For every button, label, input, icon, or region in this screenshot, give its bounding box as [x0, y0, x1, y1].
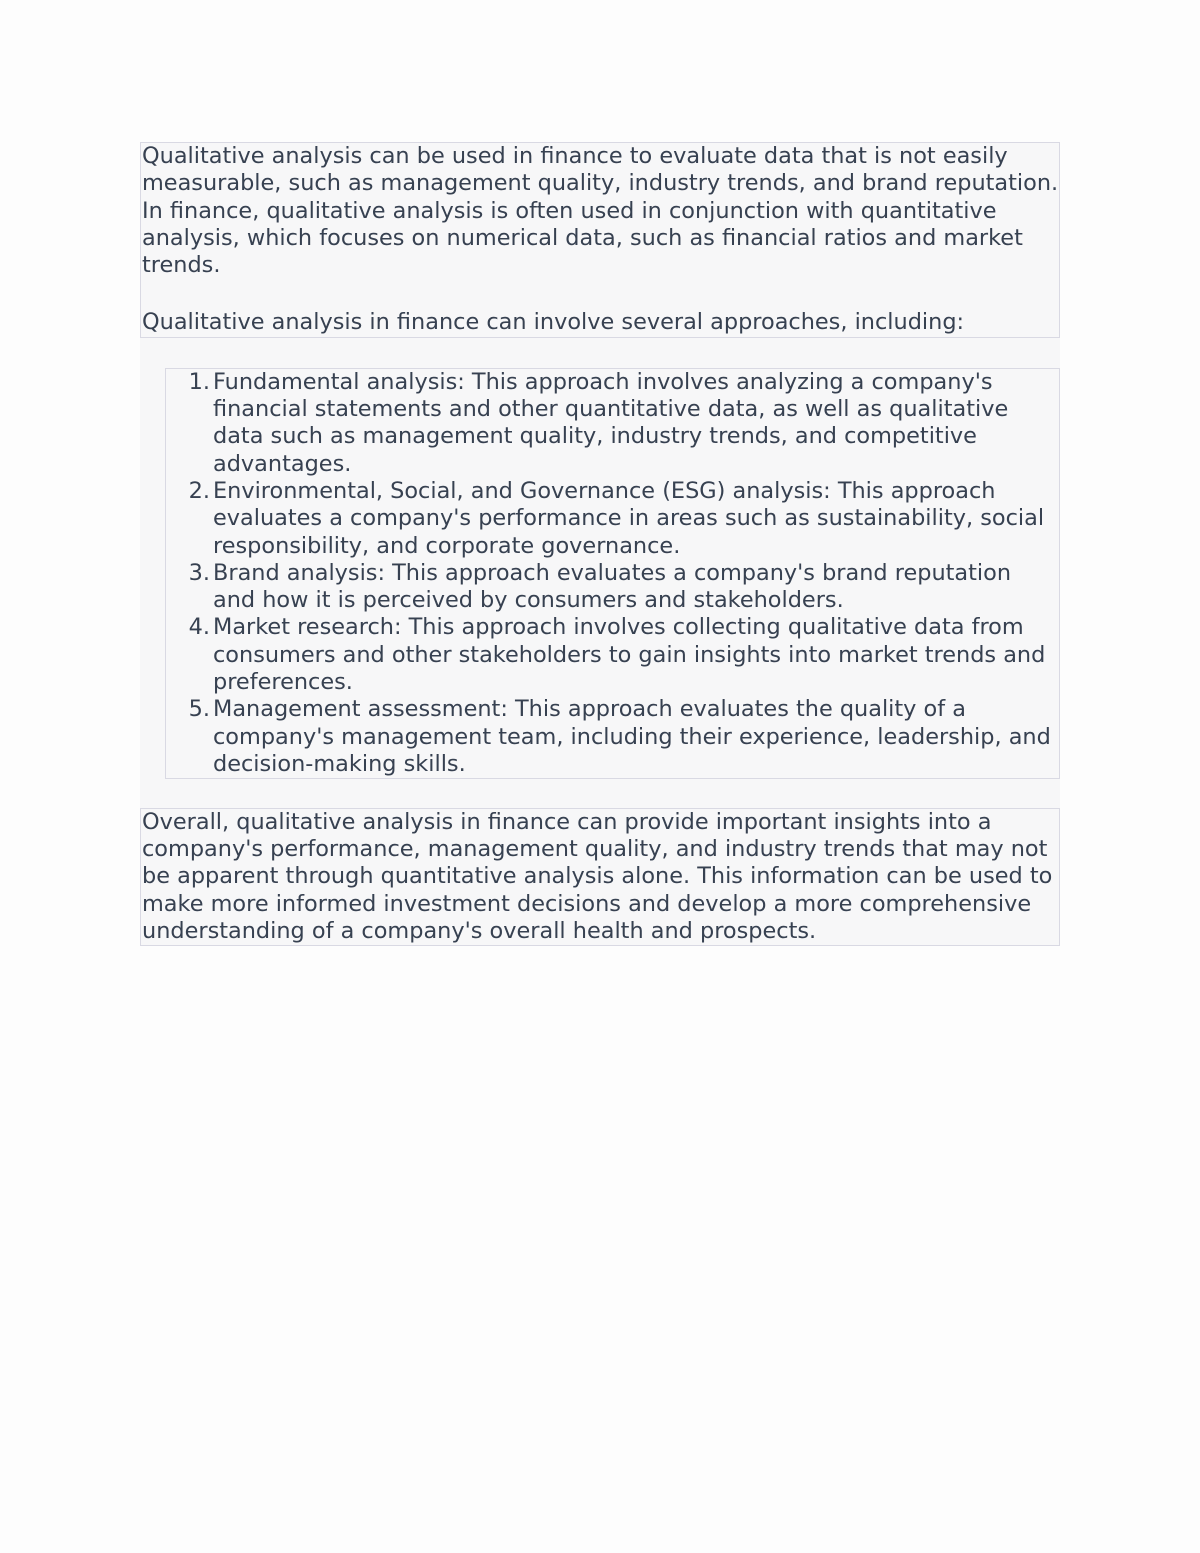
list-item: [166, 696, 1059, 778]
list-top-strip: [165, 338, 1060, 368]
list-item: [166, 614, 1059, 696]
approaches-list-block: [165, 368, 1060, 779]
approaches-list: [166, 369, 1059, 778]
list-item-text: Environmental, Social, and Governance (ESG) analysis: This approach evaluates a company's performance in areas such as sustainability, social responsibility, and corporate governance.: [213, 477, 1045, 559]
conclusion-paragraph: Overall, qualitative analysis in finance can provide important insights into a company's performance, management quality, and industry trends that may not be apparent through quantitative analysis alone. This information can be used to make more informed investment decisions and develop a more comprehensive understanding of a company's overall health and prospects.: [142, 808, 1053, 944]
list-item-text: Brand analysis: This approach evaluates a company's brand reputation and how it is perceived by consumers and stakeholders.: [213, 559, 1012, 614]
list-item-number: 3.: [188, 559, 210, 586]
document-page: [140, 142, 1060, 946]
list-item-text: Fundamental analysis: This approach involves analyzing a company's financial statements and other quantitative data, as well as qualitative data such as management quality, industry trends, and competitive advantages.: [213, 368, 1009, 477]
list-item: [166, 369, 1059, 478]
list-item-number: 4.: [188, 614, 210, 641]
list-item: [166, 560, 1059, 615]
approaches-lead-paragraph: Qualitative analysis in finance can involve several approaches, including:: [142, 309, 965, 336]
paragraph-gap: [142, 279, 1059, 309]
list-item-text: Market research: This approach involves collecting qualitative data from consumers and other stakeholders to gain insights into market trends and preferences.: [213, 614, 1046, 696]
conclusion-block: [140, 808, 1060, 946]
intro-paragraph: Qualitative analysis can be used in finance to evaluate data that is not easily measurable, such as management quality, industry trends, and brand reputation. In finance, qualitative analysis is often used in conjunction with quantitative analysis, which focuses on numerical data, such as financial ratios and market trends.: [142, 143, 1059, 279]
approaches-list-band: [140, 338, 1060, 808]
intro-block: [140, 142, 1060, 338]
list-item-number: 2.: [188, 477, 210, 504]
list-item-number: 5.: [188, 696, 210, 723]
list-item-text: Management assessment: This approach evaluates the quality of a company's management team, including their experience, leadership, and decision-making skills.: [213, 696, 1051, 777]
list-item: [166, 478, 1059, 560]
list-item-number: 1.: [188, 368, 210, 395]
